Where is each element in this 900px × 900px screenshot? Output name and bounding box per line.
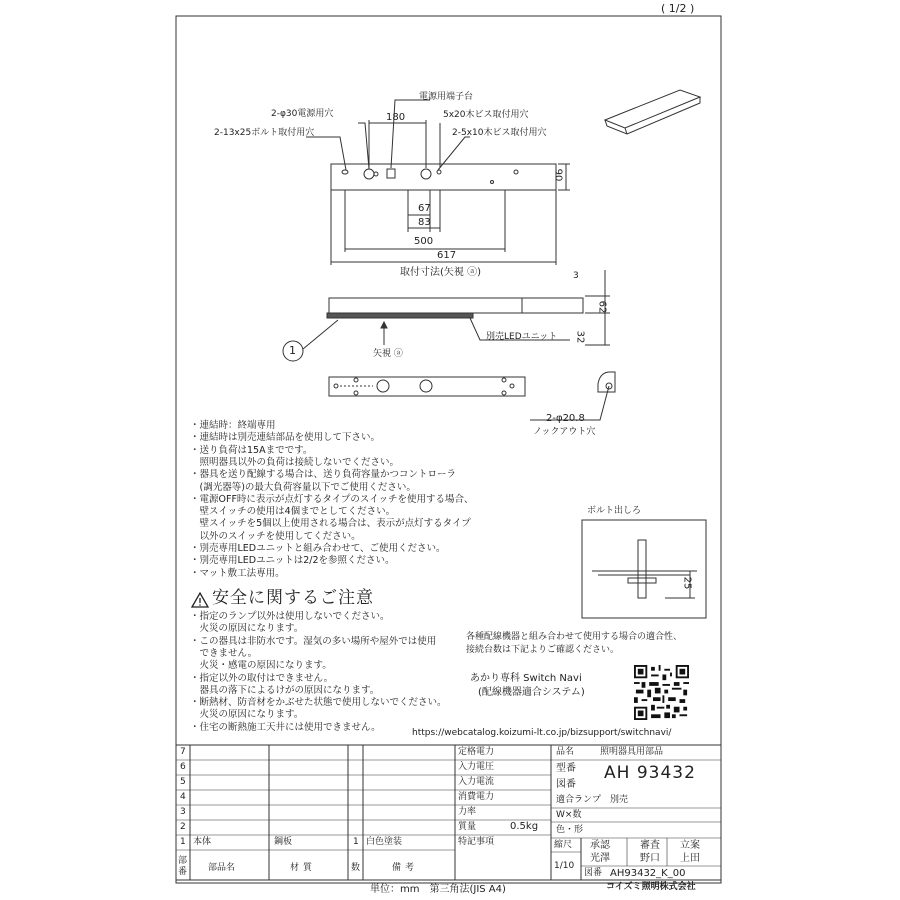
screw-5x10-label: 2-5x10木ビス取付用穴 xyxy=(452,128,547,138)
row-number: 1 xyxy=(180,837,186,847)
dim-90: 90 xyxy=(552,168,564,182)
spec-label: 消費電力 xyxy=(458,792,495,802)
part-name: 本体 xyxy=(193,837,212,847)
notes-line: ・別売専用LEDユニットは2/2を参照ください。 xyxy=(190,555,395,567)
drawing-no-label: 図番 xyxy=(584,868,603,878)
power-hole-left xyxy=(364,169,374,179)
material-header: 材質 xyxy=(290,863,317,873)
knockout-size: 2-φ20.8 xyxy=(546,413,585,424)
part-material: 鋼板 xyxy=(274,837,293,847)
draft-label: 立案 xyxy=(680,840,700,851)
wiring-line2: 接続台数は下記よりご確認ください。 xyxy=(466,645,620,655)
company-name: コイズミ照明株式会社 xyxy=(606,882,696,892)
spec-value: 0.5kg xyxy=(510,821,539,832)
notes-line: 照明器具以外の負荷は接続しないでください。 xyxy=(190,456,400,468)
safety-line: 火災の原因になります。 xyxy=(190,623,304,635)
safety-line: ・この器具は非防水です。湿気の多い場所や屋外では使用 xyxy=(190,635,437,647)
scale-label: 縮尺 xyxy=(554,840,573,850)
knockout-label: ノックアウト穴 xyxy=(533,427,596,437)
terminal-label: 電源用端子台 xyxy=(419,92,474,102)
spec-label: 入力電流 xyxy=(458,777,495,787)
warning-icon xyxy=(192,593,208,607)
unit-note: 単位：mm 第三角法(JIS A4) xyxy=(370,884,506,895)
notes-line: 壁スイッチを5個以上使用される場合は、表示が点灯するタイプ xyxy=(190,518,471,530)
spec-label: 定格電力 xyxy=(458,747,495,757)
remarks-header: 備考 xyxy=(392,863,419,873)
row-number: 7 xyxy=(180,747,186,757)
terminal-block xyxy=(387,169,395,178)
dim-180: 180 xyxy=(386,112,406,123)
notes-line: (調光器等)の最大負荷容量以下でご使用ください。 xyxy=(190,481,416,493)
screw-5x20-label: 5x20木ビス取付用穴 xyxy=(443,110,529,120)
safety-title: 安全に関するご注意 xyxy=(212,588,374,608)
bolt-detail-title: ボルト出しろ xyxy=(587,506,642,516)
notes-line: ・マット敷工法専用。 xyxy=(190,567,285,579)
notes-line: ・連結時：終端専用 xyxy=(190,420,276,431)
drafter-name: 上田 xyxy=(680,853,700,864)
notes-line: ・器具を送り配線する場合は、送り負荷容量かつコントローラ xyxy=(190,469,457,481)
notes-line: ・連結時は別売連結部品を使用して下さい。 xyxy=(190,432,381,444)
safety-line: ・住宅の断熱施工天井には使用できません。 xyxy=(190,721,381,733)
review-label: 審査 xyxy=(640,840,660,851)
led-unit-label: 別売LEDユニット xyxy=(486,332,558,342)
dim-3: 3 xyxy=(573,271,579,281)
switch-navi-name: あかり専科 Switch Navi xyxy=(470,673,582,684)
power-hole-right xyxy=(421,169,431,179)
notes-line: ・別売専用LEDユニットと組み合わせて、ご使用ください。 xyxy=(190,543,446,554)
row-number: 2 xyxy=(180,822,186,832)
scale-value: 1/10 xyxy=(554,861,575,871)
end-view-body xyxy=(598,372,615,392)
product-name: 照明器具用部品 xyxy=(600,747,664,757)
row-number: 6 xyxy=(180,762,186,772)
side-view-body xyxy=(329,298,583,313)
approver-name: 光澤 xyxy=(590,853,610,864)
bolt-detail-box xyxy=(582,520,706,618)
drawing-label: 図番 xyxy=(556,779,576,790)
bolt-holes-label: 2-13x25ボルト取付用穴 xyxy=(214,128,315,138)
model-number: AH 93432 xyxy=(604,763,696,783)
notes-line: 壁スイッチの使用は4個までとしてください。 xyxy=(190,506,396,518)
row-number: 3 xyxy=(180,807,186,817)
approve-label: 承認 xyxy=(590,840,610,851)
product-name-label: 品名 xyxy=(556,747,575,757)
switch-navi-sub: (配線機器適合システム) xyxy=(478,687,585,698)
power-holes-label: 2-φ30電源用穴 xyxy=(271,109,334,119)
dim-617: 617 xyxy=(437,250,457,261)
safety-line: ・指定のランプ以外は使用しないでください。 xyxy=(190,611,390,622)
dim-32: 32 xyxy=(574,330,586,344)
lamp-label: 適合ランプ xyxy=(556,795,602,805)
dim-500: 500 xyxy=(414,236,434,247)
part-no-header: 部番 xyxy=(178,856,188,877)
safety-line: できません。 xyxy=(190,647,258,659)
spec-label: 入力電圧 xyxy=(458,762,495,772)
row-number: 4 xyxy=(180,792,186,802)
part-name-header: 部品名 xyxy=(208,863,236,873)
qty-header: 数 xyxy=(351,863,361,873)
switch-navi-url[interactable]: https://webcatalog.koizumi-lt.co.jp/bizsupport/switchnavi/ xyxy=(412,728,672,738)
spec-label: 質量 xyxy=(458,822,477,832)
safety-line: 火災・感電の原因になります。 xyxy=(190,660,332,672)
safety-line: ・断熱材、防音材をかぶせた状態で使用しないでください。 xyxy=(190,697,447,709)
dim-83: 83 xyxy=(418,217,431,228)
wiring-line1: 各種配線機器と組み合わせて使用する場合の適合性、 xyxy=(466,632,683,642)
bolt-dim-25: 25 xyxy=(681,576,693,590)
model-label: 型番 xyxy=(556,763,576,774)
safety-line: 火災の原因になります。 xyxy=(190,709,304,721)
wattage-label: W×数 xyxy=(556,810,582,820)
spec-label: 特記事項 xyxy=(458,837,495,847)
safety-line: 器具の落下によるけがの原因になります。 xyxy=(190,684,380,696)
spec-label: 力率 xyxy=(458,807,477,817)
drawing-number: AH93432_K_00 xyxy=(610,868,686,879)
reviewer-name: 野口 xyxy=(640,853,660,864)
part-remarks: 白色塗装 xyxy=(366,837,403,847)
qr-code-icon[interactable] xyxy=(634,665,689,720)
callout-number: 1 xyxy=(289,344,296,357)
page-number: ( 1/2 ) xyxy=(661,2,695,15)
dim-62: 62 xyxy=(596,300,608,314)
row-number: 5 xyxy=(180,777,186,787)
dim-67: 67 xyxy=(418,203,431,214)
lamp-value: 別売 xyxy=(610,795,629,805)
part-qty: 1 xyxy=(353,837,359,847)
color-shape-label: 色・形 xyxy=(556,825,584,835)
notes-line: ・電源OFF時に表示が点灯するタイプのスイッチを使用する場合、 xyxy=(190,493,474,505)
top-view-caption: 取付寸法(矢視 ⓐ) xyxy=(400,267,481,278)
notes-line: ・送り負荷は15Aまでです。 xyxy=(190,444,313,456)
arrow-view-label: 矢視 ⓐ xyxy=(373,349,403,359)
notes-line: 以外のスイッチを使用してください。 xyxy=(190,530,361,542)
safety-line: ・指定以外の取付はできません。 xyxy=(190,672,334,684)
